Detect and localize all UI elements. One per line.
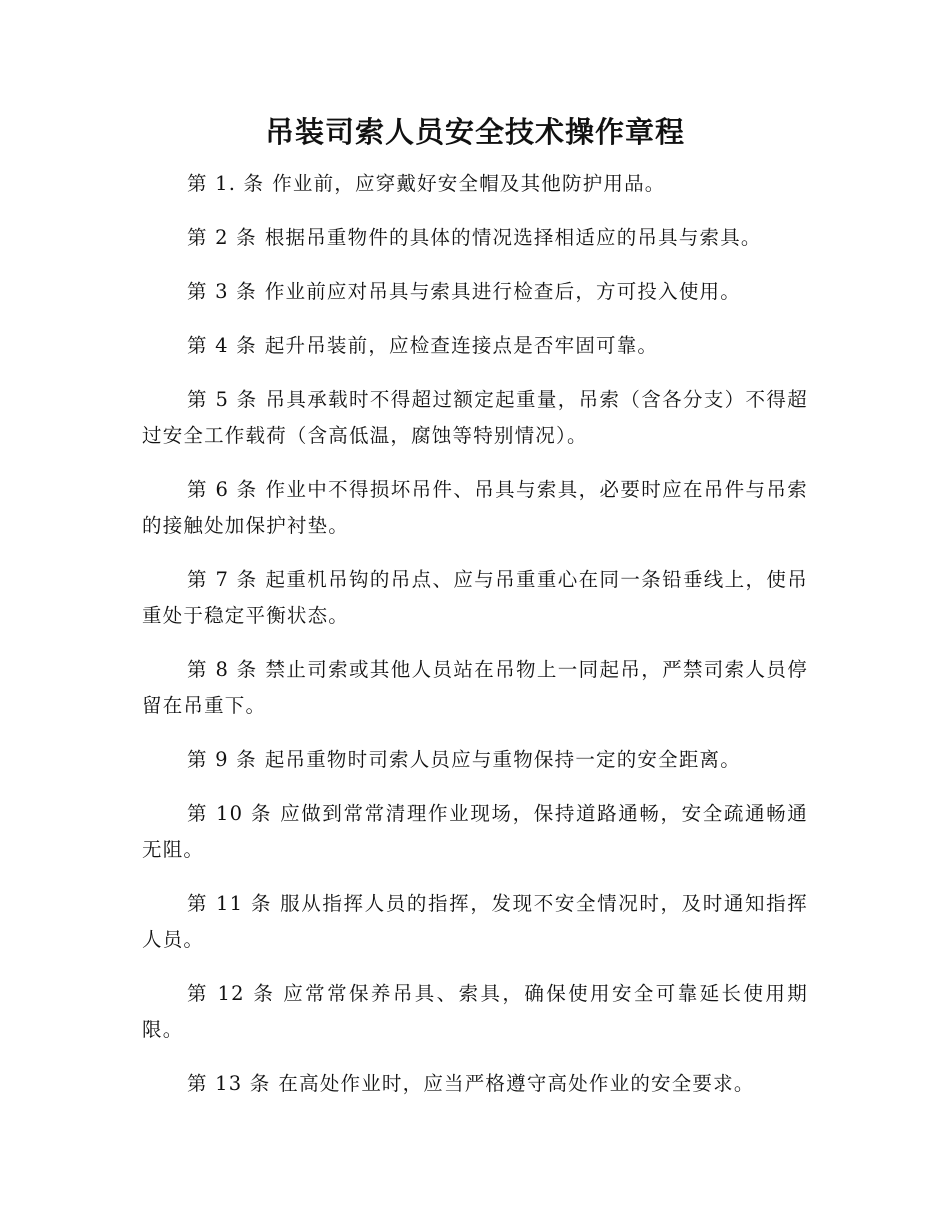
article-5 xyxy=(142,382,808,454)
article-text: 作业中不得损坏吊件、吊具与索具，必要时应在吊件与吊索的接触处加保护衬垫。 xyxy=(142,478,808,537)
article-12 xyxy=(142,976,808,1048)
article-number: 第 4 条 xyxy=(187,334,257,357)
article-number: 第 12 条 xyxy=(187,982,276,1005)
article-2 xyxy=(142,220,808,256)
article-3 xyxy=(142,274,808,310)
article-number: 第 13 条 xyxy=(187,1072,271,1095)
article-text: 作业前，应穿戴好安全帽及其他防护用品。 xyxy=(272,172,666,195)
article-text: 应常常保养吊具、索具，确保使用安全可靠延长使用期限。 xyxy=(142,982,808,1041)
article-text: 起重机吊钩的吊点、应与吊重重心在同一条铅垂线上，使吊重处于稳定平衡状态。 xyxy=(142,568,808,627)
article-number: 第 7 条 xyxy=(187,568,258,591)
article-number: 第 10 条 xyxy=(187,802,273,825)
article-number: 第 9 条 xyxy=(187,748,257,771)
article-11 xyxy=(142,886,808,958)
document-title: 吊装司索人员安全技术操作章程 xyxy=(264,115,685,149)
article-text: 作业前应对吊具与索具进行检查后，方可投入使用。 xyxy=(264,280,741,303)
article-number: 第 2 条 xyxy=(187,226,257,249)
article-text: 应做到常常清理作业现场，保持道路通畅，安全疏通畅通无阻。 xyxy=(142,802,808,861)
article-8 xyxy=(142,652,808,724)
article-text: 禁止司索或其他人员站在吊物上一同起吊，严禁司索人员停留在吊重下。 xyxy=(142,658,808,717)
article-text: 在高处作业时，应当严格遵守高处作业的安全要求。 xyxy=(278,1072,755,1095)
article-number: 第 11 条 xyxy=(187,892,273,915)
article-number: 第 1. 条 xyxy=(187,172,265,195)
article-text: 根据吊重物件的具体的情况选择相适应的吊具与索具。 xyxy=(264,226,762,249)
article-1 xyxy=(142,166,808,202)
article-number: 第 3 条 xyxy=(187,280,257,303)
article-list xyxy=(142,166,808,1120)
article-text: 服从指挥人员的指挥，发现不安全情况时，及时通知指挥人员。 xyxy=(142,892,808,951)
article-text: 起吊重物时司索人员应与重物保持一定的安全距离。 xyxy=(264,748,741,771)
article-9 xyxy=(142,742,808,778)
article-6 xyxy=(142,472,808,544)
article-number: 第 5 条 xyxy=(187,388,258,411)
article-13 xyxy=(142,1066,808,1102)
article-text: 吊具承载时不得超过额定起重量，吊索（含各分支）不得超过安全工作载荷（含高低温，腐蚀等特别情况）。 xyxy=(142,388,808,447)
article-text: 起升吊装前，应检查连接点是否牢固可靠。 xyxy=(264,334,659,357)
article-10 xyxy=(142,796,808,868)
article-number: 第 8 条 xyxy=(187,658,258,681)
article-number: 第 6 条 xyxy=(187,478,258,501)
article-7 xyxy=(142,562,808,634)
article-4 xyxy=(142,328,808,364)
